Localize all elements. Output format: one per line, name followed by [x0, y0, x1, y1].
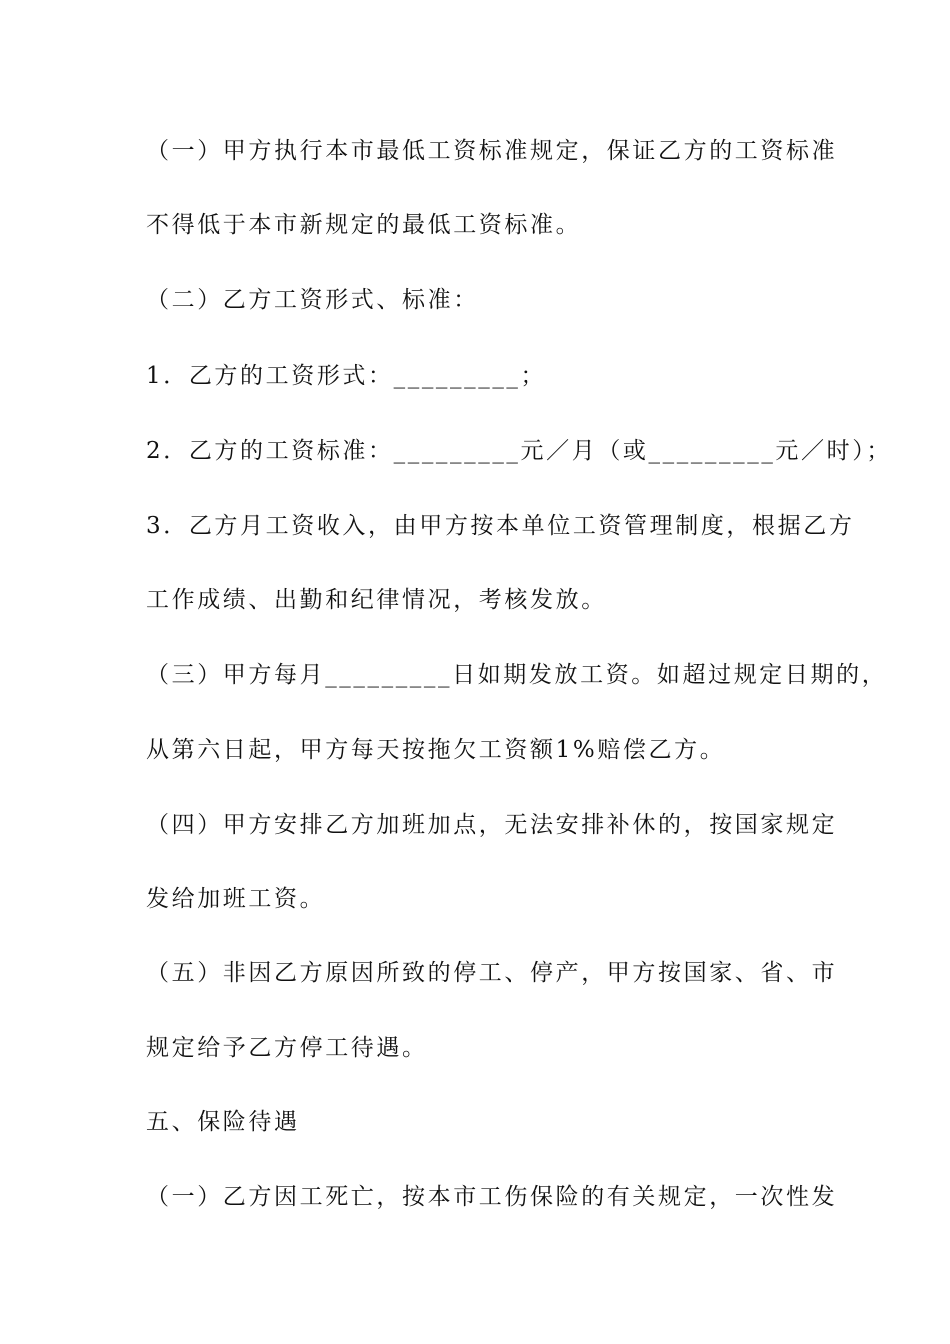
paragraph-line: （三）甲方每月_________日如期发放工资。如超过规定日期的， — [146, 662, 888, 688]
paragraph-line: （四）甲方安排乙方加班加点，无法安排补休的，按国家规定 — [146, 812, 838, 838]
paragraph-line: （二）乙方工资形式、标准： — [146, 287, 479, 313]
paragraph-line: （五）非因乙方原因所致的停工、停产，甲方按国家、省、市 — [146, 960, 838, 986]
paragraph-line: 不得低于本市新规定的最低工资标准。 — [146, 212, 582, 238]
paragraph-line: 3．乙方月工资收入，由甲方按本单位工资管理制度，根据乙方 — [146, 513, 855, 539]
paragraph-line: 从第六日起，甲方每天按拖欠工资额1%赔偿乙方。 — [146, 737, 726, 763]
paragraph-line: （一）甲方执行本市最低工资标准规定，保证乙方的工资标准 — [146, 138, 838, 164]
paragraph-line: 发给加班工资。 — [146, 886, 326, 912]
paragraph-line: 2．乙方的工资标准：_________元／月（或_________元／时）； — [146, 438, 892, 464]
paragraph-line: （一）乙方因工死亡，按本市工伤保险的有关规定，一次性发 — [146, 1184, 838, 1210]
section-heading: 五、保险待遇 — [146, 1109, 300, 1135]
paragraph-line: 规定给予乙方停工待遇。 — [146, 1035, 428, 1061]
paragraph-line: 1．乙方的工资形式：_________； — [146, 363, 547, 389]
paragraph-line: 工作成绩、出勤和纪律情况，考核发放。 — [146, 587, 607, 613]
